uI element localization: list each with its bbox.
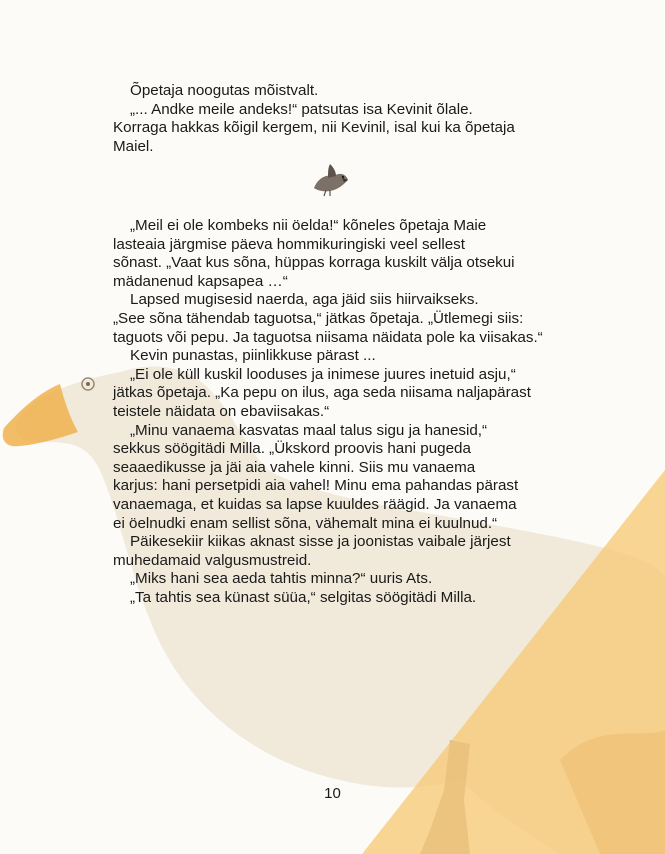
- text-line: ei öelnudki enam sellist sõna, vähemalt mina ei kuulnud.“: [113, 514, 498, 532]
- text-line: „See sõna tähendab taguotsa,“ jätkas õpetaja. „Ütlemegi siis:: [113, 309, 524, 327]
- text-line: sekkus söögitädi Milla. „Ükskord proovis hani pugeda: [113, 440, 471, 458]
- text-line: „Miks hani sea aeda tahtis minna?“ uuris Ats.: [130, 570, 433, 588]
- text-line: teistele näidata on ebaviisakas.“: [113, 402, 330, 420]
- text-line: Lapsed mugisesid naerda, aga jäid siis hiirvaikseks.: [130, 291, 479, 309]
- sparrow-icon: [308, 158, 352, 198]
- text-line: Õpetaja noogutas mõistvalt.: [130, 82, 319, 99]
- text-line: seaaedikusse ja jäi aia vahele kinni. Siis mu vanaema: [113, 458, 476, 476]
- text-block-top: [113, 82, 568, 156]
- text-line: „Ta tahtis sea künast süüa,“ selgitas söögitädi Milla.: [130, 588, 477, 606]
- text-line: jätkas õpetaja. „Ka pepu on ilus, aga seda niisama naljapärast: [113, 384, 531, 402]
- text-line: sõnast. „Vaat kus sõna, hüppas korraga kuskilt välja otsekui: [113, 254, 515, 272]
- text-line: Maiel.: [113, 137, 154, 155]
- text-line: lasteaia järgmise päeva hommikuringiski veel sellest: [113, 235, 465, 253]
- text-line: muhedamaid valgusmustreid.: [113, 551, 312, 569]
- text-line: Kevin punastas, piinlikkuse pärast ...: [130, 347, 376, 365]
- text-line: „Ei ole küll kuskil looduses ja inimese juures inetuid asju,“: [130, 365, 516, 383]
- text-line: vanaemaga, et kuidas sa lapse kuuldes räägid. Ja vanaema: [113, 495, 517, 513]
- text-line: Päikesekiir kiikas aknast sisse ja joonistas vaibale järjest: [130, 533, 511, 551]
- text-line: „Minu vanaema kasvatas maal talus sigu ja hanesid,“: [130, 421, 488, 439]
- text-block-bottom: [113, 217, 568, 607]
- text-line: karjus: hani persetpidi aia vahel! Minu ema pahandas pärast: [113, 477, 519, 495]
- text-line: Korraga hakkas kõigil kergem, nii Kevinil, isal kui ka õpetaja: [113, 119, 515, 137]
- text-line: „Meil ei ole kombeks nii öelda!“ kõneles õpetaja Maie: [130, 217, 487, 234]
- text-line: „... Andke meile andeks!“ patsutas isa Kevinit õlale.: [130, 100, 473, 118]
- page-number: 10: [324, 785, 341, 802]
- text-line: mädanenud kapsapea …“: [113, 272, 288, 290]
- text-line: taguots või pepu. Ja taguotsa niisama näidata pole ka viisakas.“: [113, 328, 543, 346]
